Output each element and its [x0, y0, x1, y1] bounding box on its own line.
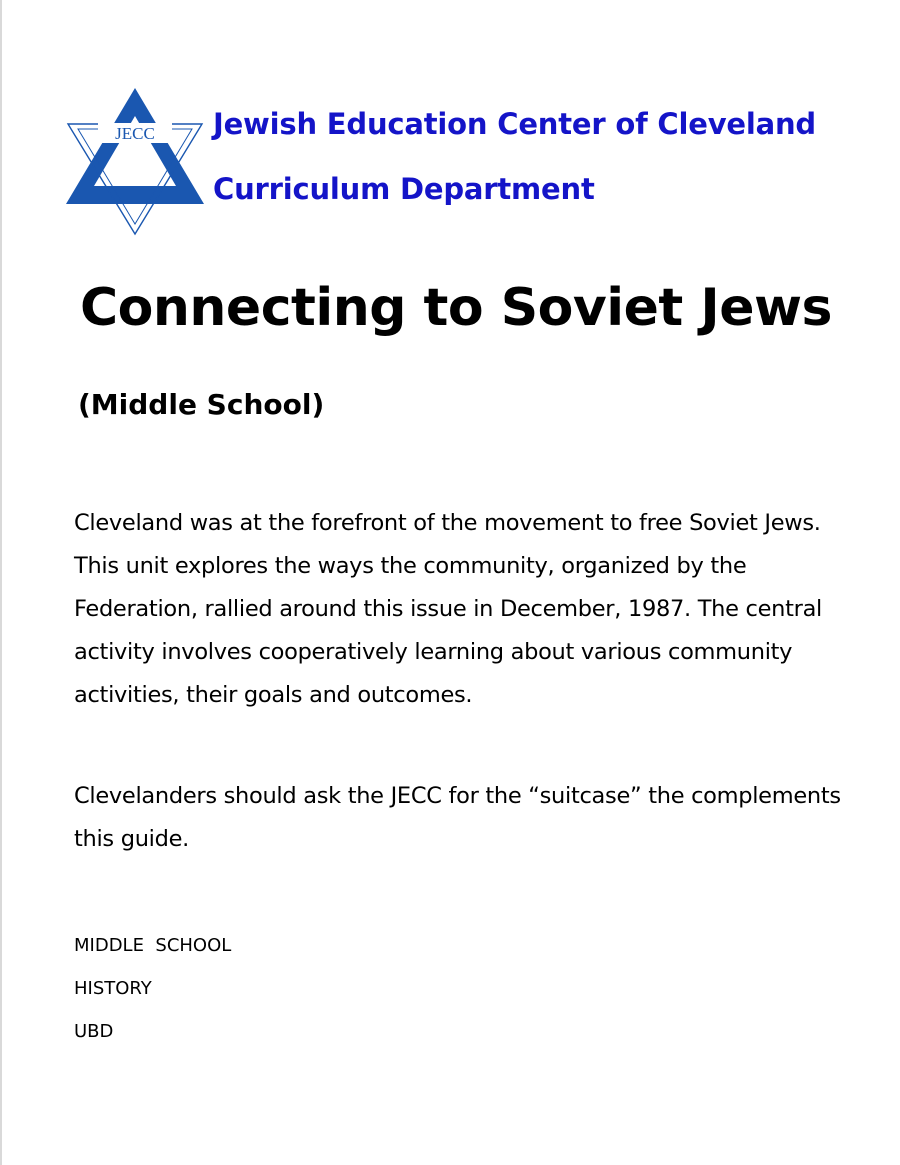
tag-list — [74, 924, 231, 1053]
organization-name: Jewish Education Center of Cleveland — [213, 107, 816, 141]
description-paragraph: Cleveland was at the forefront of the movement to free Soviet Jews. This unit explores the ways the community, organized by the Federation, rallied around this issue in December, 1987. The central activity involves cooperatively learning about various community activities, their goals and outcomes. — [74, 510, 823, 708]
tag-grade: MIDDLE SCHOOL — [74, 935, 232, 956]
page-title: Connecting to Soviet Jews — [80, 278, 832, 338]
department-name: Curriculum Department — [213, 172, 595, 206]
logo-text: JECC — [115, 124, 155, 143]
page-edge — [0, 0, 2, 1165]
star-of-david-icon — [64, 86, 206, 236]
tag-method: UBD — [74, 1021, 114, 1042]
page-subtitle: (Middle School) — [78, 388, 325, 421]
tag-subject: HISTORY — [74, 978, 152, 999]
suitcase-note-paragraph: Clevelanders should ask the JECC for the “suitcase” the complements this guide. — [74, 783, 841, 852]
